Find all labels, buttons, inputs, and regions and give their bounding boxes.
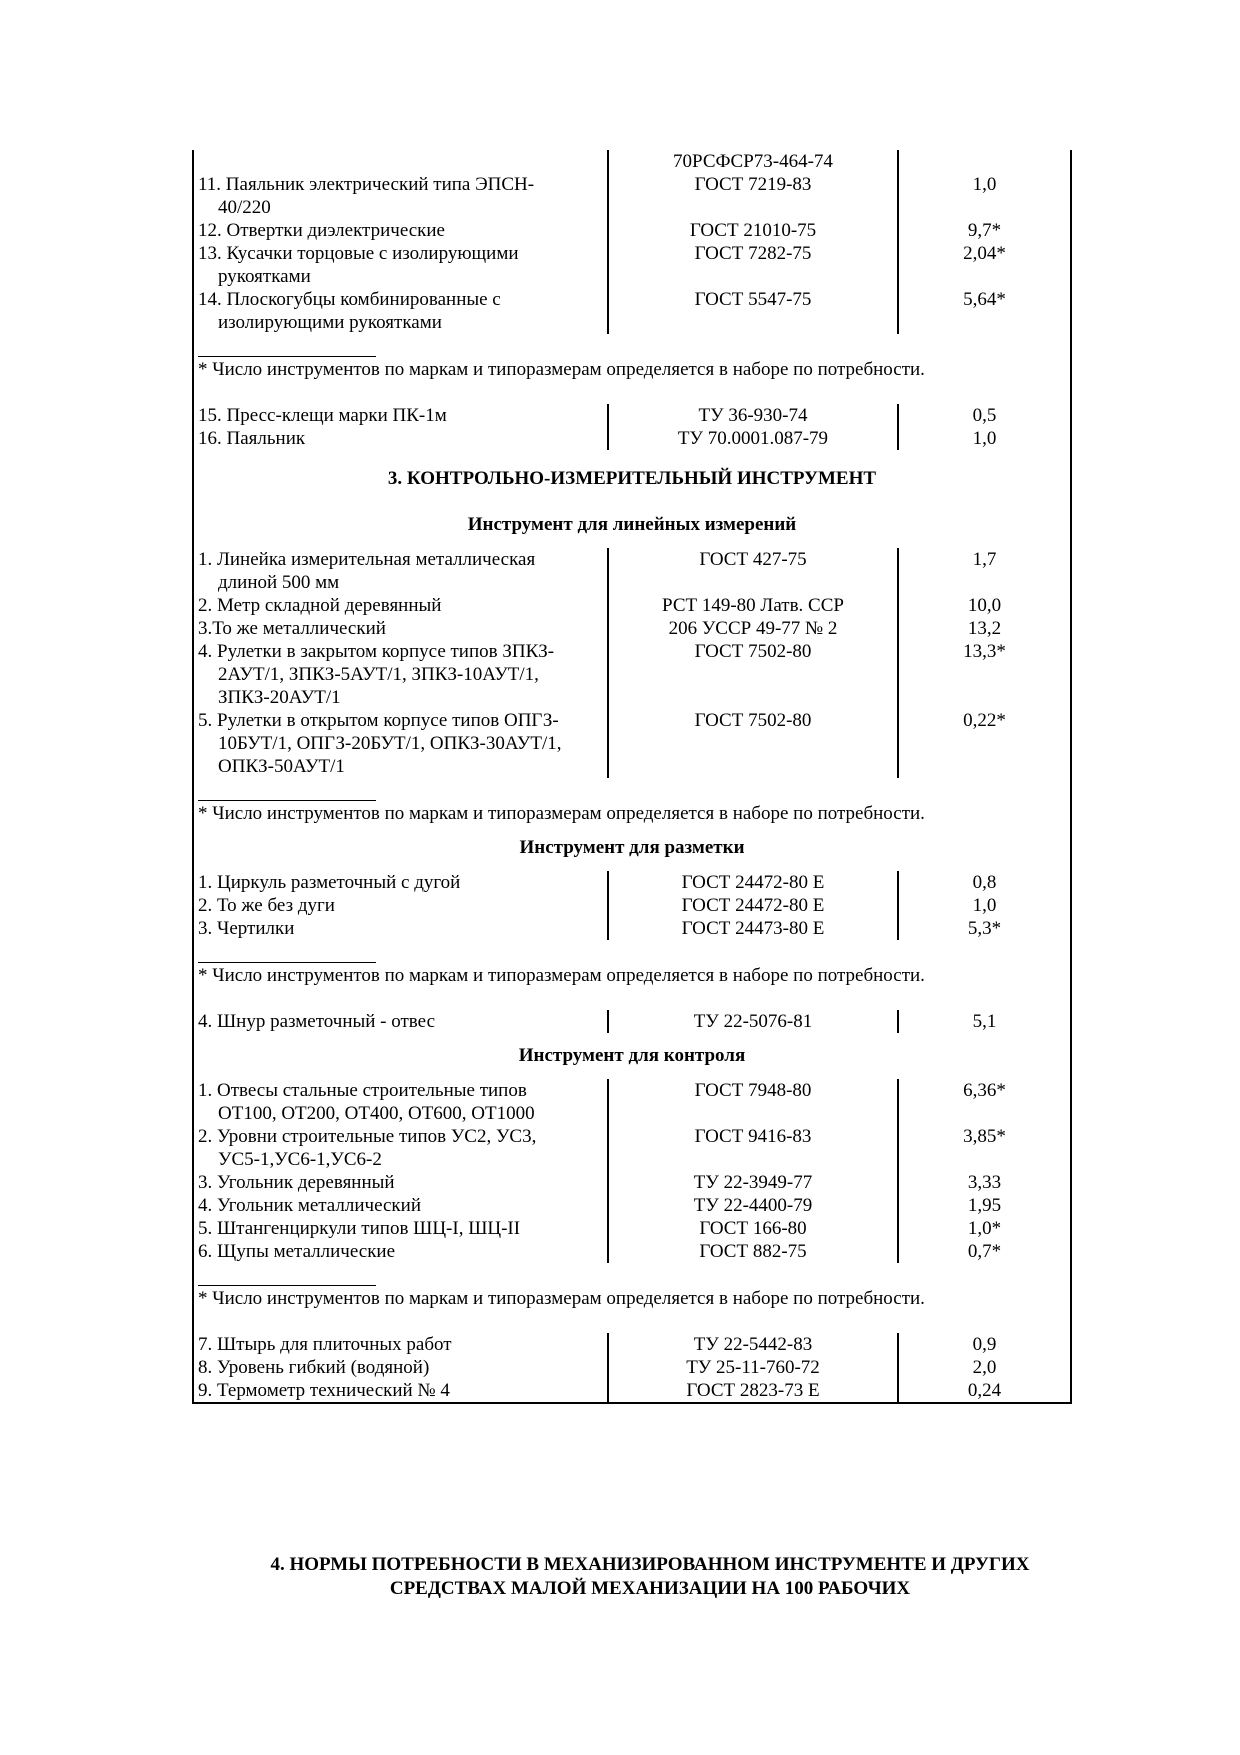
value-column xyxy=(899,1079,1070,1263)
table-row-name-cont: 40/220 xyxy=(218,197,271,218)
table-row-standard: 70РСФСР73-464-74 xyxy=(673,151,833,172)
table-row-value: 5,1 xyxy=(972,1011,997,1032)
table-row-name: 1. Линейка измерительная металлическая xyxy=(198,549,536,570)
table-row-standard: ГОСТ 427-75 xyxy=(699,549,807,570)
table-row-standard: ТУ 22-3949-77 xyxy=(693,1172,813,1193)
table-row-standard: ГОСТ 7502-80 xyxy=(694,641,812,662)
table-row-value: 2,0 xyxy=(972,1357,997,1378)
table-row-value: 0,9 xyxy=(972,1334,997,1355)
table-row-standard: ТУ 25-11-760-72 xyxy=(686,1357,820,1378)
table-row-name: 16. Паяльник xyxy=(198,428,306,449)
table-row-value: 0,5 xyxy=(972,405,997,426)
table-row-name: 4. Рулетки в закрытом корпусе типов ЗПКЗ- xyxy=(198,641,555,662)
table-row-standard: ГОСТ 24473-80 Е xyxy=(681,918,825,939)
footnote-text: * Число инструментов по маркам и типоразмерам определяется в наборе по потребности. xyxy=(198,803,925,824)
footnote-rule xyxy=(198,356,376,357)
table-row-standard: ТУ 22-5076-81 xyxy=(693,1011,813,1032)
table-row-standard: РСТ 149-80 Латв. ССР xyxy=(662,595,844,616)
table-row-name: 15. Пресс-клещи марки ПК-1м xyxy=(198,405,447,426)
table-row-standard: ТУ 22-5442-83 xyxy=(693,1334,813,1355)
section-4-title-line-2: СРЕДСТВАХ МАЛОЙ МЕХАНИЗАЦИИ НА 100 РАБОЧИХ xyxy=(389,1578,911,1599)
footnote-rule xyxy=(198,800,376,801)
subsection-linear-title: Инструмент для линейных измерений xyxy=(467,514,797,535)
table-row-name: 13. Кусачки торцовые с изолирующими xyxy=(198,243,519,264)
name-column xyxy=(194,871,607,940)
name-column xyxy=(194,150,607,334)
table-row-standard: ГОСТ 24472-80 Е xyxy=(681,895,825,916)
table-row-standard: ГОСТ 21010-75 xyxy=(689,220,817,241)
table-row-name: 14. Плоскогубцы комбинированные с xyxy=(198,289,501,310)
table-row-standard: ТУ 36-930-74 xyxy=(698,405,808,426)
table-row-name-cont: 2АУТ/1, ЗПКЗ-5АУТ/1, ЗПКЗ-10АУТ/1, xyxy=(218,664,539,685)
footnote-text: * Число инструментов по маркам и типоразмерам определяется в наборе по потребности. xyxy=(198,359,925,380)
table-row-value: 13,3* xyxy=(963,641,1006,662)
table-row-name: 5. Рулетки в открытом корпусе типов ОПГЗ- xyxy=(198,710,559,731)
standard-column xyxy=(607,404,899,450)
footnote-text: * Число инструментов по маркам и типоразмерам определяется в наборе по потребности. xyxy=(198,965,925,986)
table-row-standard: ГОСТ 24472-80 Е xyxy=(681,872,825,893)
table-row-name: 6. Щупы металлические xyxy=(198,1241,396,1262)
table-row-name: 9. Термометр технический № 4 xyxy=(198,1380,450,1401)
value-column xyxy=(899,404,1070,450)
footnote xyxy=(194,962,1070,987)
table-row-value: 0,22* xyxy=(963,710,1006,731)
subsection-control-title: Инструмент для контроля xyxy=(518,1045,746,1066)
table-row-standard: ГОСТ 5547-75 xyxy=(694,289,812,310)
table-row-standard: ТУ 22-4400-79 xyxy=(693,1195,813,1216)
value-column xyxy=(899,1333,1070,1402)
table-group-hand-tools xyxy=(194,150,1070,334)
subsection-marking-title: Инструмент для разметки xyxy=(519,837,745,858)
table-row-standard: ГОСТ 7948-80 xyxy=(694,1080,812,1101)
table-group-linear xyxy=(194,548,1070,778)
table-row-value: 1,0 xyxy=(972,428,997,449)
table-row-name: 5. Штангенциркули типов ШЦ-I, ШЦ-II xyxy=(198,1218,521,1239)
table-row-name: 1. Отвесы стальные строительные типов xyxy=(198,1080,527,1101)
name-column xyxy=(194,1333,607,1402)
footnote xyxy=(194,1285,1070,1310)
table-row-name: 11. Паяльник электрический типа ЭПСН- xyxy=(198,174,535,195)
table-row-value: 1,0 xyxy=(972,895,997,916)
table-row-name-cont: ОПКЗ-50АУТ/1 xyxy=(218,756,345,777)
table-row-standard: ГОСТ 7282-75 xyxy=(694,243,812,264)
table-row-name: 8. Уровень гибкий (водяной) xyxy=(198,1357,430,1378)
table-row-standard: ТУ 70.0001.087-79 xyxy=(677,428,829,449)
name-column xyxy=(194,1079,607,1263)
section-4-title xyxy=(150,1553,1150,1601)
table-row-name: 4. Угольник металлический xyxy=(198,1195,421,1216)
table-row-value: 1,0 xyxy=(972,174,997,195)
value-column xyxy=(899,150,1070,334)
table-row-standard: ГОСТ 166-80 xyxy=(699,1218,807,1239)
table-row-name-cont: длиной 500 мм xyxy=(218,572,340,593)
table-row-name: 2. Уровни строительные типов УС2, УС3, xyxy=(198,1126,537,1147)
standard-column xyxy=(607,548,899,778)
table-row-value: 3,85* xyxy=(963,1126,1006,1147)
standard-column xyxy=(607,1079,899,1263)
name-column xyxy=(194,1010,607,1033)
table-row-name: 3. Чертилки xyxy=(198,918,295,939)
table-row-name-cont: УС5-1,УС6-1,УС6-2 xyxy=(218,1149,382,1170)
table-row-value: 3,33 xyxy=(967,1172,1002,1193)
table-group-control-tail xyxy=(194,1333,1070,1402)
table-group-marking-tail xyxy=(194,1010,1070,1033)
table-row-name: 4. Шнур разметочный - отвес xyxy=(198,1011,436,1032)
table-row-name: 2. То же без дуги xyxy=(198,895,335,916)
table-row-standard: ГОСТ 882-75 xyxy=(699,1241,807,1262)
table-row-value: 1,95 xyxy=(967,1195,1002,1216)
table-row-value: 0,8 xyxy=(972,872,997,893)
standard-column xyxy=(607,150,899,334)
name-column xyxy=(194,404,607,450)
name-column xyxy=(194,548,607,778)
footnote-text: * Число инструментов по маркам и типоразмерам определяется в наборе по потребности. xyxy=(198,1288,925,1309)
section-4-title-line-1: 4. НОРМЫ ПОТРЕБНОСТИ В МЕХАНИЗИРОВАННОМ ИНСТРУМЕНТЕ И ДРУГИХ xyxy=(270,1554,1030,1575)
table-row-value: 5,3* xyxy=(967,918,1002,939)
table-row-standard: 206 УССР 49-77 № 2 xyxy=(668,618,838,639)
section-3-title: 3. КОНТРОЛЬНО-ИЗМЕРИТЕЛЬНЫЙ ИНСТРУМЕНТ xyxy=(387,468,877,489)
standard-column xyxy=(607,1333,899,1402)
standard-column xyxy=(607,871,899,940)
table-row-value: 9,7* xyxy=(967,220,1002,241)
footnote-rule xyxy=(198,1285,376,1286)
table-row-standard: ГОСТ 9416-83 xyxy=(694,1126,812,1147)
table-row-name-cont: ЗПКЗ-20АУТ/1 xyxy=(218,687,341,708)
norms-table xyxy=(192,150,1072,1404)
table-row-name: 3.То же металлический xyxy=(198,618,386,639)
standard-column xyxy=(607,1010,899,1033)
table-row-name-cont: 10БУТ/1, ОПГЗ-20БУТ/1, ОПКЗ-30АУТ/1, xyxy=(218,733,562,754)
table-row-name: 1. Циркуль разметочный с дугой xyxy=(198,872,461,893)
table-group-control xyxy=(194,1079,1070,1263)
table-group-section2-tail xyxy=(194,404,1070,450)
table-row-name: 7. Штырь для плиточных работ xyxy=(198,1334,452,1355)
table-row-name: 3. Угольник деревянный xyxy=(198,1172,395,1193)
table-row-value: 10,0 xyxy=(967,595,1002,616)
table-row-standard: ГОСТ 7502-80 xyxy=(694,710,812,731)
value-column xyxy=(899,1010,1070,1033)
table-row-value: 0,7* xyxy=(967,1241,1002,1262)
footnote xyxy=(194,356,1070,381)
table-group-marking xyxy=(194,871,1070,940)
table-row-value: 13,2 xyxy=(967,618,1002,639)
table-row-value: 0,24 xyxy=(967,1380,1002,1401)
table-row-name-cont: изолирующими рукоятками xyxy=(218,312,442,333)
table-row-value: 2,04* xyxy=(963,243,1006,264)
table-row-name-cont: ОТ100, ОТ200, ОТ400, ОТ600, ОТ1000 xyxy=(218,1103,535,1124)
table-row-standard: ГОСТ 7219-83 xyxy=(694,174,812,195)
table-row-value: 1,7 xyxy=(972,549,997,570)
table-row-value: 5,64* xyxy=(963,289,1006,310)
table-row-name-cont: рукоятками xyxy=(218,266,311,287)
value-column xyxy=(899,871,1070,940)
table-row-name: 12. Отвертки диэлектрические xyxy=(198,220,445,241)
table-row-value: 1,0* xyxy=(967,1218,1002,1239)
table-row-name: 2. Метр складной деревянный xyxy=(198,595,442,616)
footnote xyxy=(194,800,1070,825)
table-row-value: 6,36* xyxy=(963,1080,1006,1101)
footnote-rule xyxy=(198,962,376,963)
value-column xyxy=(899,548,1070,778)
table-row-standard: ГОСТ 2823-73 Е xyxy=(686,1380,820,1401)
